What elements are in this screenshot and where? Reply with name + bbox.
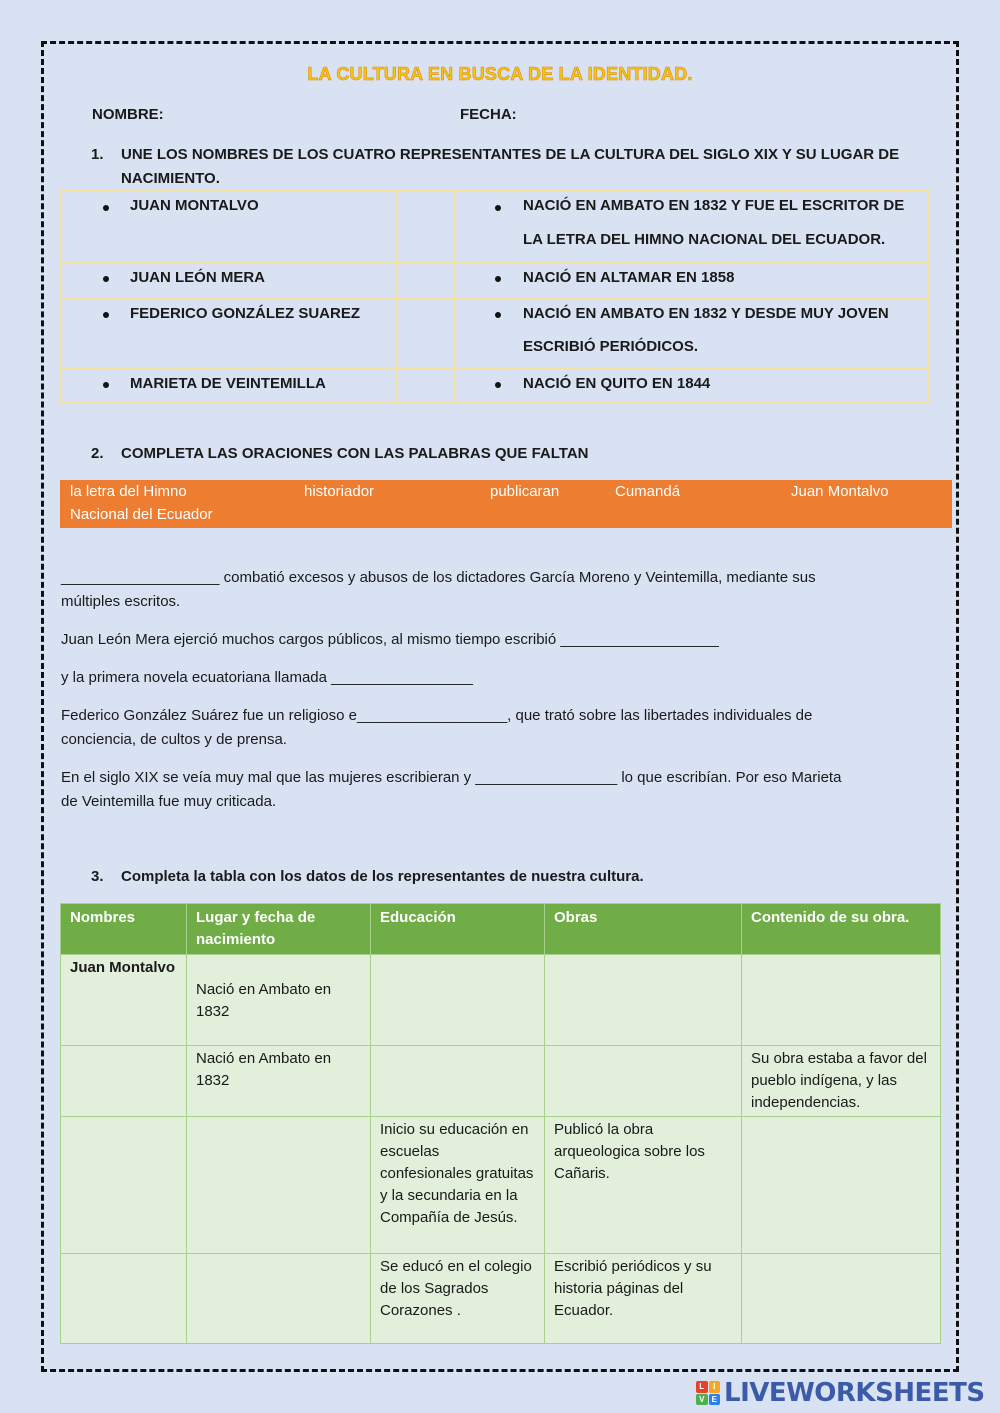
table-divider — [454, 192, 456, 402]
liveworksheets-mark-icon — [696, 1381, 720, 1405]
cell-name[interactable]: Juan Montalvo — [61, 955, 187, 1046]
question-3-number: 3. — [91, 868, 104, 885]
bullet-icon — [103, 382, 109, 388]
table-row — [61, 1046, 941, 1117]
cell-name[interactable] — [61, 1046, 187, 1117]
table-divider — [396, 192, 398, 402]
matching-name[interactable]: MARIETA DE VEINTEMILLA — [130, 375, 326, 392]
bullet-icon — [103, 312, 109, 318]
matching-description[interactable]: NACIÓ EN AMBATO EN 1832 Y DESDE MUY JOVEN — [523, 305, 889, 322]
cell-works[interactable] — [545, 1046, 742, 1117]
mark-letter: V — [696, 1394, 708, 1406]
cell-education[interactable] — [371, 955, 545, 1046]
word-bank-item[interactable]: historiador — [304, 483, 375, 500]
matching-name[interactable]: FEDERICO GONZÁLEZ SUAREZ — [130, 305, 361, 322]
cell-works[interactable]: Publicó la obra arqueologica sobre los Cañaris. — [545, 1117, 742, 1254]
question-1-line1: UNE LOS NOMBRES DE LOS CUATRO REPRESENTANTES DE LA CULTURA DEL SIGLO XIX Y SU LUGAR DE — [121, 146, 900, 163]
bullet-icon — [103, 276, 109, 282]
sentence-1-line2: múltiples escritos. — [61, 593, 181, 610]
bullet-icon — [495, 312, 501, 318]
header-names: Nombres — [61, 904, 187, 955]
culture-table — [60, 903, 941, 1344]
question-2-text: COMPLETA LAS ORACIONES CON LAS PALABRAS QUE FALTAN — [121, 445, 589, 462]
matching-row — [62, 263, 928, 299]
question-2-number: 2. — [91, 445, 104, 462]
bullet-icon — [495, 276, 501, 282]
word-bank-item[interactable]: la letra del Himno — [70, 483, 187, 500]
matching-description[interactable]: NACIÓ EN QUITO EN 1844 — [523, 375, 711, 392]
sentence-4-line2: conciencia, de cultos y de prensa. — [61, 731, 287, 748]
cell-name[interactable] — [61, 1117, 187, 1254]
cell-education[interactable]: Se educó en el colegio de los Sagrados Corazones . — [371, 1254, 545, 1344]
word-bank-item-cont: Nacional del Ecuador — [70, 506, 213, 523]
sentence-4-line1: Federico González Suárez fue un religioso e__________________, que trató sobre las libertades individuales de — [61, 707, 813, 724]
word-bank-item[interactable]: publicaran — [490, 483, 560, 500]
cell-birthplace[interactable]: Nació en Ambato en 1832 — [187, 955, 371, 1046]
question-3-text: Completa la tabla con los datos de los representantes de nuestra cultura. — [121, 868, 644, 885]
cell-birthplace[interactable]: Nació en Ambato en 1832 — [187, 1046, 371, 1117]
question-2 — [91, 442, 931, 466]
mark-letter: L — [696, 1381, 708, 1393]
matching-table — [60, 190, 930, 404]
question-1-line2: NACIMIENTO. — [121, 170, 220, 187]
question-1 — [91, 143, 931, 191]
cell-education[interactable] — [371, 1046, 545, 1117]
table-row — [61, 1117, 941, 1254]
name-label: NOMBRE: — [92, 106, 164, 123]
cell-content[interactable]: Su obra estaba a favor del pueblo indígena, y las independencias. — [742, 1046, 941, 1117]
cell-works[interactable]: Escribió periódicos y su historia páginas del Ecuador. — [545, 1254, 742, 1344]
cell-education[interactable]: Inicio su educación en escuelas confesionales gratuitas y la secundaria en la Compañía de Jesús. — [371, 1117, 545, 1254]
bullet-icon — [495, 205, 501, 211]
liveworksheets-logo[interactable] — [696, 1378, 985, 1408]
matching-name[interactable]: JUAN MONTALVO — [130, 197, 259, 214]
cell-name[interactable] — [61, 1254, 187, 1344]
matching-row — [62, 370, 928, 404]
bullet-icon — [103, 205, 109, 211]
sentence-3[interactable]: y la primera novela ecuatoriana llamada _________________ — [61, 669, 473, 686]
question-1-number: 1. — [91, 146, 104, 163]
table-row — [61, 1254, 941, 1344]
sentence-2[interactable]: Juan León Mera ejerció muchos cargos públicos, al mismo tiempo escribió ___________________ — [61, 631, 719, 648]
sentence-5-line2: de Veintemilla fue muy criticada. — [61, 793, 277, 810]
cell-works[interactable] — [545, 955, 742, 1046]
word-bank-item[interactable]: Juan Montalvo — [791, 483, 889, 500]
cell-birthplace[interactable] — [187, 1254, 371, 1344]
matching-description[interactable]: NACIÓ EN ALTAMAR EN 1858 — [523, 269, 735, 286]
cell-birthplace[interactable] — [187, 1117, 371, 1254]
worksheet-title: LA CULTURA EN BUSCA DE LA IDENTIDAD. — [307, 64, 693, 84]
header-birthplace: Lugar y fecha de nacimiento — [187, 904, 371, 955]
sentence-4[interactable] — [61, 704, 931, 752]
liveworksheets-wordmark: LIVEWORKSHEETS — [724, 1378, 985, 1408]
cell-content[interactable] — [742, 955, 941, 1046]
header-education: Educación — [371, 904, 545, 955]
header-content: Contenido de su obra. — [742, 904, 941, 955]
header-works: Obras — [545, 904, 742, 955]
table-row — [61, 955, 941, 1046]
sentence-1-line1: ___________________ combatió excesos y abusos de los dictadores García Moreno y Veintemilla, mediante sus — [61, 569, 816, 586]
word-bank — [60, 480, 952, 528]
bullet-icon — [495, 382, 501, 388]
word-bank-item[interactable]: Cumandá — [615, 483, 681, 500]
matching-row — [62, 299, 928, 370]
matching-name[interactable]: JUAN LEÓN MERA — [130, 269, 266, 286]
sentence-5-line1: En el siglo XIX se veía muy mal que las mujeres escribieran y _________________ lo que escribían. Por eso Marieta — [61, 769, 842, 786]
matching-row — [62, 192, 928, 263]
matching-description-cont: ESCRIBIÓ PERIÓDICOS. — [523, 338, 699, 355]
mark-letter: I — [709, 1381, 721, 1393]
cell-content[interactable] — [742, 1254, 941, 1344]
question-3 — [91, 865, 931, 889]
cell-content[interactable] — [742, 1117, 941, 1254]
table-header-row — [61, 904, 941, 955]
matching-description-cont: LA LETRA DEL HIMNO NACIONAL DEL ECUADOR. — [523, 231, 886, 248]
date-label: FECHA: — [460, 106, 517, 123]
matching-description[interactable]: NACIÓ EN AMBATO EN 1832 Y FUE EL ESCRITOR DE — [523, 197, 905, 214]
sentence-5[interactable] — [61, 766, 931, 814]
mark-letter: E — [709, 1394, 721, 1406]
sentence-1[interactable] — [61, 566, 931, 614]
